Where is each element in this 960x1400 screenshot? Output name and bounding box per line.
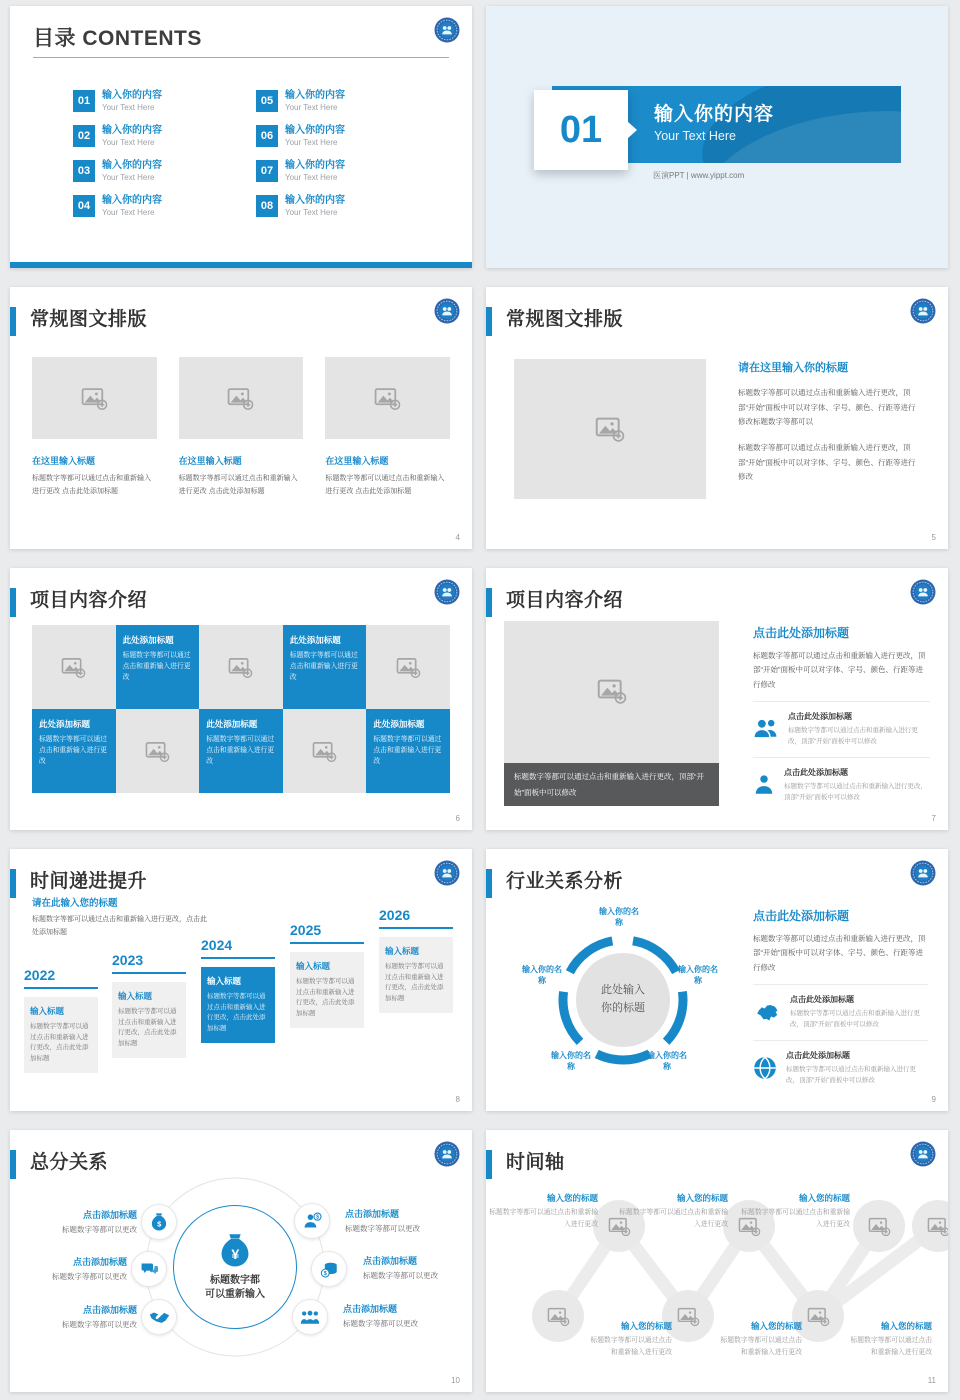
coins-icon — [311, 1251, 347, 1287]
slide-title: 项目内容介绍 — [30, 590, 148, 611]
image-placeholder-icon — [228, 656, 253, 679]
timeline-label: 输入您的标题 标题数字等都可以通过点击和重新输入进行更改 — [590, 1321, 672, 1356]
image-placeholder-icon — [595, 415, 625, 443]
diagram-node-label: 输入你的名称 — [678, 965, 718, 985]
year-underline — [290, 942, 364, 944]
spoke-label: 点击添加标题 标题数字等都可以更改 — [343, 1304, 418, 1328]
page-number: 7 — [931, 814, 936, 823]
slide-zigzag-timeline[interactable] — [486, 1130, 948, 1392]
title-accent-bar — [486, 869, 492, 898]
school-logo-icon — [910, 579, 936, 605]
slide-title: 常规图文排版 — [30, 309, 148, 330]
image-placeholder — [504, 621, 719, 806]
toc-title: 目录 CONTENTS — [33, 27, 202, 50]
slide-image-text-layout-big[interactable] — [486, 287, 948, 549]
divider — [33, 57, 449, 58]
image-placeholder — [325, 357, 450, 439]
title-accent-bar — [10, 869, 16, 898]
image-placeholder-icon — [374, 386, 401, 411]
image-text-card — [179, 357, 304, 498]
tile-title: 此处添加标题 — [39, 719, 91, 729]
year-step-highlighted — [201, 937, 275, 1043]
slide-title: 常规图文排版 — [506, 309, 624, 330]
section-heading: 点击此处添加标题 — [753, 626, 850, 640]
image-placeholder-icon — [81, 386, 108, 411]
slide-title: 项目内容介绍 — [506, 590, 624, 611]
school-logo-icon — [434, 298, 460, 324]
year-label: 2026 — [379, 907, 411, 923]
image-placeholder-icon — [312, 740, 337, 763]
year-underline — [379, 927, 453, 929]
text-column — [753, 907, 928, 1086]
list-item-title: 点击此处添加标题 — [790, 994, 854, 1004]
toc-sub: Your Text Here — [102, 138, 155, 147]
tile-title: 此处添加标题 — [122, 635, 174, 645]
page-number: 4 — [455, 533, 460, 542]
list-item — [753, 994, 928, 1031]
slide-title: 时间递进提升 — [30, 871, 148, 892]
list-item-body: 标题数字等都可以通过点击和重新输入进行更改，顶部“开始”面板中可以修改 — [786, 1065, 916, 1084]
card-row — [32, 357, 450, 498]
globe-icon — [753, 1056, 777, 1080]
step-title: 输入标题 — [118, 991, 153, 1001]
image-placeholder — [366, 625, 450, 709]
year-underline — [24, 987, 98, 989]
toc-sub: Your Text Here — [102, 208, 155, 217]
slide-industry-relation[interactable] — [486, 849, 948, 1111]
step-title: 输入标题 — [296, 961, 331, 971]
toc-item — [73, 90, 195, 112]
tile-title: 此处添加标题 — [206, 719, 258, 729]
text-tile — [32, 709, 116, 793]
card-title: 在这里输入标题 — [32, 456, 96, 466]
image-caption: 标题数字等都可以通过点击和重新输入进行更改，顶部“开始”面板中可以修改 — [504, 763, 719, 806]
text-tile — [116, 625, 200, 709]
card-body: 标题数字等都可以通过点击和重新输入进行更改 点击此处添加标题 — [32, 475, 151, 495]
toc-number-badge: 04 — [73, 195, 95, 217]
list-item-body: 标题数字等都可以通过点击和重新输入进行更改，顶部“开始”面板中可以修改 — [790, 1009, 920, 1029]
step-body: 标题数字等都可以通过点击和重新输入进行更改，点击此处添加标题 — [118, 1008, 177, 1048]
paragraph: 标题数字等都可以通过点击和重新输入进行更改，顶部“开始”面板中可以对字体、字号、颜色、行距等进行修改标题数字等都可以 — [738, 388, 916, 427]
chat-icon — [131, 1251, 167, 1287]
paragraph: 标题数字等都可以通过点击和重新输入进行更改，顶部“开始”面板中可以对字体、字号、颜色、行距等进行修改 — [753, 651, 926, 689]
section-subtitle: Your Text Here — [654, 129, 736, 143]
person-coin-icon — [294, 1203, 330, 1239]
toc-sub: Your Text Here — [285, 103, 338, 112]
toc-grid — [73, 90, 378, 217]
toc-label: 输入你的内容 — [285, 195, 345, 206]
divider — [753, 1040, 928, 1041]
tile-body: 标题数字等都可以通过点击和重新输入进行更改 — [206, 736, 275, 765]
slide-title: 总分关系 — [30, 1152, 109, 1173]
diagram-node-label: 输入你的名称 — [647, 1051, 687, 1071]
title-accent-bar — [486, 307, 492, 336]
divider — [753, 757, 930, 758]
school-logo-icon — [910, 298, 936, 324]
title-accent-bar — [10, 307, 16, 336]
toc-sub: Your Text Here — [285, 138, 338, 147]
toc-label: 输入你的内容 — [102, 195, 162, 206]
section-number: 01 — [559, 108, 603, 151]
step-title: 输入标题 — [207, 976, 242, 986]
school-logo-icon — [434, 17, 460, 43]
spoke-label: 点击添加标题 标题数字等都可以更改 — [52, 1257, 127, 1281]
timeline-label: 输入您的标题 标题数字等都可以通过点击和重新输入进行更改 — [489, 1193, 598, 1228]
toc-item — [73, 195, 195, 217]
slide-image-text-layout-3col[interactable] — [10, 287, 472, 549]
image-placeholder — [179, 357, 304, 439]
timeline-label: 输入您的标题 标题数字等都可以通过点击和重新输入进行更改 — [850, 1321, 932, 1356]
slide-timeline-steps[interactable] — [10, 849, 472, 1111]
image-placeholder-icon — [61, 656, 86, 679]
toc-item — [73, 160, 195, 182]
year-step — [379, 907, 453, 1013]
image-placeholder — [32, 625, 116, 709]
credit-text: 医演PPT | www.yippt.com — [653, 171, 745, 180]
list-item — [753, 767, 930, 804]
people-group-icon — [292, 1299, 328, 1335]
people-icon — [753, 718, 779, 740]
tile-title: 此处添加标题 — [373, 719, 425, 729]
image-placeholder-icon — [227, 386, 254, 411]
divider — [753, 701, 930, 702]
page-number: 11 — [927, 1376, 936, 1385]
hub-text: 标题数字都 — [210, 1274, 260, 1286]
school-logo-icon — [434, 860, 460, 886]
slide-toc[interactable] — [10, 6, 472, 268]
year-step — [290, 922, 364, 1028]
toc-number-badge: 05 — [256, 90, 278, 112]
image-placeholder — [32, 357, 157, 439]
toc-sub: Your Text Here — [102, 173, 155, 182]
list-item-body: 标题数字等都可以通过点击和重新输入进行更改，顶部“开始”面板中可以修改 — [788, 726, 918, 746]
text-tile — [199, 709, 283, 793]
slide-project-intro-grid[interactable] — [10, 568, 472, 830]
image-text-card — [32, 357, 157, 498]
card-body: 标题数字等都可以通过点击和重新输入进行更改 点击此处添加标题 — [178, 475, 298, 495]
text-tile — [283, 625, 367, 709]
money-bag-icon — [141, 1204, 177, 1240]
slide-project-intro-detail[interactable] — [486, 568, 948, 830]
image-placeholder-icon — [597, 677, 627, 705]
diagram-center-text: 此处输入你的标题 — [601, 984, 645, 1014]
toc-label: 输入你的内容 — [102, 160, 162, 171]
section-heading: 点击此处添加标题 — [753, 909, 850, 923]
intro-title: 请在此输入您的标题 — [32, 898, 118, 909]
tile-body: 标题数字等都可以通过点击和重新输入进行更改 — [373, 736, 442, 765]
page-number: 5 — [931, 533, 936, 542]
text-column — [753, 624, 930, 803]
image-placeholder-icon — [145, 740, 170, 763]
toc-label: 输入你的内容 — [285, 160, 345, 171]
image-placeholder — [514, 359, 706, 499]
image-text-card — [325, 357, 450, 498]
toc-item — [73, 125, 195, 147]
checkerboard-grid — [32, 625, 450, 793]
year-underline — [201, 957, 275, 959]
year-label: 2025 — [290, 922, 322, 938]
year-step — [112, 952, 186, 1058]
page-number: 9 — [931, 1095, 936, 1104]
paragraph: 标题数字等都可以通过点击和重新输入进行更改，顶部“开始”面板中可以对字体、字号、颜色、行距等进行修改 — [738, 442, 916, 482]
image-placeholder — [283, 709, 367, 793]
timeline-label: 输入您的标题 标题数字等都可以通过点击和重新输入进行更改 — [741, 1193, 850, 1228]
school-logo-icon — [910, 860, 936, 886]
toc-item — [256, 160, 378, 182]
step-title: 输入标题 — [385, 946, 420, 956]
diagram-node-label: 输入你的名称 — [522, 965, 562, 985]
list-item-title: 点击此处添加标题 — [788, 711, 852, 721]
section-heading: 请在这里输入你的标题 — [738, 362, 848, 374]
timeline-label: 输入您的标题 标题数字等都可以通过点击和重新输入进行更改 — [720, 1321, 802, 1356]
year-label: 2024 — [201, 937, 233, 953]
paragraph: 标题数字等都可以通过点击和重新输入进行更改，顶部“开始”面板中可以对字体、字号、颜色、行距等进行修改 — [753, 934, 926, 972]
image-placeholder — [199, 625, 283, 709]
diagram-node-label: 输入你的名称 — [551, 1051, 591, 1071]
hub-circle — [173, 1205, 297, 1329]
page-number: 6 — [455, 814, 460, 823]
spoke-label: 点击添加标题 标题数字等都可以更改 — [345, 1209, 420, 1233]
list-item-title: 点击此处添加标题 — [784, 767, 848, 777]
text-tile — [366, 709, 450, 793]
tile-body: 标题数字等都可以通过点击和重新输入进行更改 — [122, 652, 191, 681]
toc-label: 输入你的内容 — [285, 90, 345, 101]
text-column — [738, 359, 922, 485]
toc-label: 输入你的内容 — [102, 125, 162, 136]
toc-item — [256, 90, 378, 112]
timeline-node — [853, 1200, 905, 1252]
tile-body: 标题数字等都可以通过点击和重新输入进行更改 — [289, 652, 358, 681]
divider — [753, 984, 928, 985]
spoke-label: 点击添加标题 标题数字等都可以更改 — [62, 1210, 137, 1234]
list-item — [753, 1050, 928, 1087]
toc-item — [256, 195, 378, 217]
toc-sub: Your Text Here — [285, 208, 338, 217]
timeline-label: 输入您的标题 标题数字等都可以通过点击和重新输入进行更改 — [619, 1193, 728, 1228]
toc-label: 输入你的内容 — [285, 125, 345, 136]
intro-block — [32, 895, 212, 939]
section-number-card — [534, 90, 628, 170]
image-placeholder-icon — [868, 1216, 891, 1237]
year-label: 2022 — [24, 967, 56, 983]
step-body: 标题数字等都可以通过点击和重新输入进行更改，点击此处添加标题 — [30, 1023, 89, 1063]
list-item-title: 点击此处添加标题 — [786, 1050, 850, 1060]
toc-number-badge: 01 — [73, 90, 95, 112]
tile-body: 标题数字等都可以通过点击和重新输入进行更改 — [39, 736, 107, 765]
toc-item — [256, 125, 378, 147]
spoke-label: 点击添加标题 标题数字等都可以更改 — [62, 1305, 137, 1329]
toc-number-badge: 02 — [73, 125, 95, 147]
list-item-body: 标题数字等都可以通过点击和重新输入进行更改，顶部“开始”面板中可以修改 — [784, 782, 927, 801]
china-map-icon — [753, 1001, 781, 1024]
step-title: 输入标题 — [30, 1006, 65, 1016]
toc-number-badge: 06 — [256, 125, 278, 147]
slide-title: 时间轴 — [506, 1152, 565, 1173]
year-underline — [112, 972, 186, 974]
money-bag-yen-icon — [218, 1232, 252, 1269]
step-body: 标题数字等都可以通过点击和重新输入进行更改，点击此处添加标题 — [385, 963, 444, 1003]
image-placeholder-icon — [677, 1306, 700, 1327]
section-title: 输入你的内容 — [654, 104, 775, 125]
hub-text: 可以重新输入 — [205, 1289, 265, 1300]
title-accent-bar — [10, 588, 16, 617]
bottom-accent-bar — [10, 262, 472, 268]
school-logo-icon — [434, 579, 460, 605]
timeline-node — [532, 1290, 584, 1342]
card-body: 标题数字等都可以通过点击和重新输入进行更改 点击此处添加标题 — [325, 475, 445, 495]
card-title: 在这里输入标题 — [325, 456, 389, 466]
image-placeholder-icon — [547, 1306, 570, 1327]
image-placeholder — [116, 709, 200, 793]
year-step — [24, 967, 98, 1073]
image-placeholder-icon — [927, 1216, 949, 1237]
toc-number-badge: 08 — [256, 195, 278, 217]
handshake-icon — [141, 1299, 177, 1335]
card-title: 在这里输入标题 — [178, 456, 242, 466]
toc-number-badge: 03 — [73, 160, 95, 182]
diagram-node-label: 输入你的名称 — [599, 907, 639, 927]
list-item — [753, 711, 930, 748]
image-placeholder-icon — [807, 1306, 830, 1327]
spoke-label: 点击添加标题 标题数字等都可以更改 — [363, 1256, 438, 1280]
person-icon — [753, 774, 775, 796]
page-number: 10 — [451, 1376, 460, 1385]
toc-sub: Your Text Here — [102, 103, 155, 112]
slide-hub-spoke[interactable] — [10, 1130, 472, 1392]
step-body: 标题数字等都可以通过点击和重新输入进行更改，点击此处添加标题 — [296, 978, 355, 1018]
title-accent-bar — [486, 588, 492, 617]
tile-title: 此处添加标题 — [289, 635, 341, 645]
year-label: 2023 — [112, 952, 144, 968]
step-body: 标题数字等都可以通过点击和重新输入进行更改，点击此处添加标题 — [207, 993, 266, 1033]
toc-sub: Your Text Here — [285, 173, 338, 182]
toc-label: 输入你的内容 — [102, 90, 162, 101]
page-number: 8 — [455, 1095, 460, 1104]
toc-number-badge: 07 — [256, 160, 278, 182]
image-placeholder-icon — [396, 656, 421, 679]
slide-title: 行业关系分析 — [506, 871, 624, 892]
intro-body: 标题数字等都可以通过点击和重新输入进行更改，点击此处添加标题 — [32, 916, 207, 936]
slide-section-cover[interactable] — [486, 6, 948, 268]
